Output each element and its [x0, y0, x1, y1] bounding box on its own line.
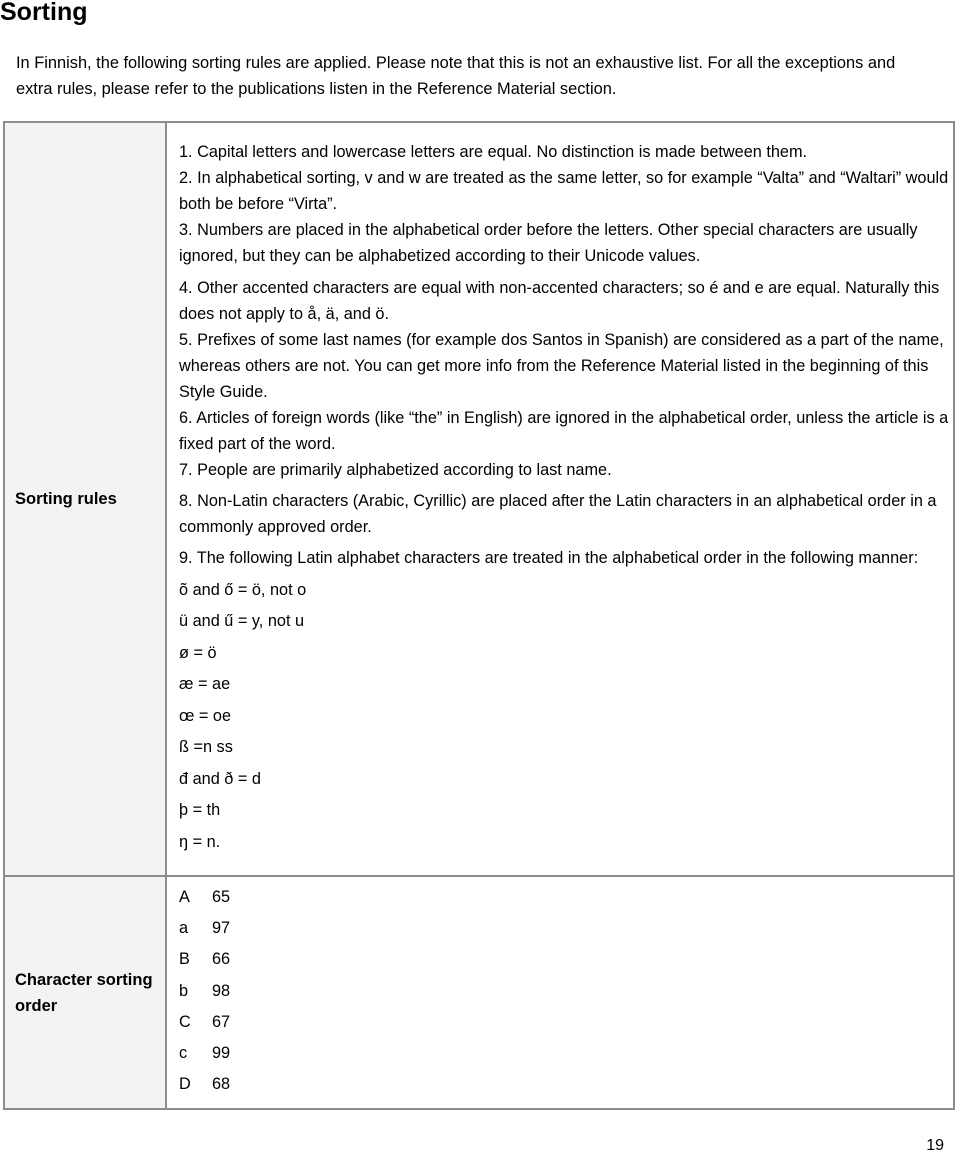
char-glyph: C [179, 1012, 191, 1031]
char-code: 99 [212, 1044, 231, 1063]
mapping-item: đ and ð = d [179, 769, 261, 788]
char-code: 67 [212, 1012, 231, 1031]
rule-item: 1. Capital letters and lowercase letters are equal. No distinction is made between them. [179, 143, 808, 162]
mapping-item: ø = ö [179, 643, 217, 662]
character-order-label: Character sorting order [4, 876, 166, 1109]
char-code: 97 [212, 918, 231, 937]
char-code: 66 [212, 950, 231, 969]
char-code: 68 [212, 1075, 231, 1094]
rule-item: 5. Prefixes of some last names (for example dos Santos in Spanish) are considered as a part of the name, whereas others are not. You can get more info from the Reference Material listed in the beginning of this Style Guide. [179, 331, 944, 402]
rules-table [3, 121, 955, 1110]
page-number: 19 [926, 1137, 944, 1154]
intro-paragraph: In Finnish, the following sorting rules are applied. Please note that this is not an exhaustive list. For all the exceptions and extra rules, please refer to the publications listen in the Reference Material section. [16, 54, 896, 98]
char-glyph: c [179, 1044, 188, 1063]
char-code-row [179, 881, 953, 912]
mapping-item: ß =n ss [179, 738, 233, 757]
mapping-item: ŋ = n. [179, 832, 221, 851]
sorting-rules-content [166, 122, 954, 876]
sorting-rules-label: Sorting rules [4, 122, 166, 876]
char-code-row [179, 912, 953, 943]
mapping-item: þ = th [179, 801, 221, 820]
character-order-row [4, 876, 954, 1109]
char-code-row [179, 1069, 953, 1100]
rule-item: 9. The following Latin alphabet characters are treated in the alphabetical order in the following manner: [179, 549, 919, 568]
rule-item: 7. People are primarily alphabetized according to last name. [179, 461, 612, 480]
sorting-rules-row [4, 122, 954, 876]
char-code-row [179, 975, 953, 1006]
mapping-item: ü and ű = y, not u [179, 612, 305, 631]
rule-item: 2. In alphabetical sorting, v and w are treated as the same letter, so for example “Valta” and “Waltari” would both be before “Virta”. [179, 169, 949, 214]
page-title: Sorting [0, 0, 88, 26]
rule-item: 4. Other accented characters are equal with non-accented characters; so é and e are equal. Naturally this does not apply to å, ä, and ö. [179, 279, 940, 324]
char-glyph: a [179, 918, 189, 937]
rule-item: 8. Non-Latin characters (Arabic, Cyrillic) are placed after the Latin characters in an alphabetical order in a commonly approved order. [179, 492, 937, 537]
char-code: 98 [212, 981, 231, 1000]
mapping-item: æ = ae [179, 675, 231, 694]
char-code-row [179, 944, 953, 975]
char-glyph: b [179, 981, 189, 1000]
rule-item: 6. Articles of foreign words (like “the” in English) are ignored in the alphabetical order, unless the article is a fixed part of the word. [179, 409, 949, 454]
rule-item: 3. Numbers are placed in the alphabetical order before the letters. Other special characters are usually ignored, but they can be alphabetized according to their Unicode values. [179, 221, 918, 266]
char-glyph: D [179, 1075, 191, 1094]
char-glyph: A [179, 887, 190, 906]
char-code-row [179, 1006, 953, 1037]
char-code-row [179, 1037, 953, 1068]
character-order-content [166, 876, 954, 1109]
mapping-item: õ and ő = ö, not o [179, 580, 307, 599]
char-glyph: B [179, 950, 190, 969]
char-code: 65 [212, 887, 231, 906]
mapping-item: œ = oe [179, 706, 232, 725]
